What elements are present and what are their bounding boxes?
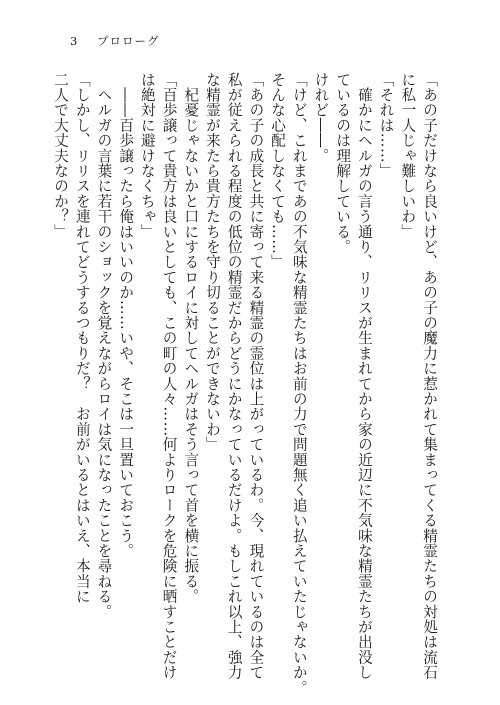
text-line: 確かにヘルガの言う通り、リリスが生まれてから家の近辺に不気味な精霊たちが出没し <box>355 72 373 680</box>
text-line: ているのは理解している。 <box>334 72 352 255</box>
text-line: 私が従えられる程度の低位の精霊だからどうにかなっているだけよ。もしこれ以上、強力 <box>225 72 243 680</box>
vertical-text-body <box>0 72 440 696</box>
text-line: 「しかし、リリスを連れてどうするつもりだ？ お前がいるとはいえ、本当に <box>73 72 91 604</box>
text-line: 「それは……」 <box>377 72 395 179</box>
text-line: そんな心配しなくても……」 <box>269 72 287 270</box>
page-number: 3 <box>70 34 79 48</box>
text-line: 杞憂じゃないかと口にするロイに対してヘルガはそう言って首を横に振る。 <box>182 72 200 604</box>
text-line: 「けど、これまであの不気味な精霊たちはお前の力で問題無く追い払えていたじゃないか。 <box>290 72 308 696</box>
chapter-title: プロローグ <box>96 34 160 48</box>
text-line: けれど――。 <box>312 72 330 164</box>
text-line: 二人で大丈夫なのか？」 <box>52 72 70 240</box>
text-line: ――百歩譲ったら俺はいいのか……いや、そこは一旦置いておこう。 <box>117 72 135 559</box>
text-line: ヘルガの言葉に若干のショックを覚えながらロイは気になったことを尋ねる。 <box>95 72 113 620</box>
text-line: 「百歩譲って貴方は良いとしても、この町の人々……何よりロークを危険に晒すことだけ <box>160 72 178 680</box>
text-line: 「あの子の成長と共に寄って来る精霊の霊位は上がっているわ。今、現れているのは全て <box>247 72 265 680</box>
running-header <box>70 33 159 49</box>
text-line: な精霊が来たら貴方たちを守り切ることができないわ」 <box>203 72 221 452</box>
text-line: に私一人じゃ難しいわ」 <box>399 72 417 240</box>
text-line: は絶対に避けなくちゃ」 <box>138 72 156 240</box>
text-line: 「あの子だけなら良いけど、あの子の魔力に惹かれて集まってくる精霊たちの対処は流石 <box>421 72 438 680</box>
